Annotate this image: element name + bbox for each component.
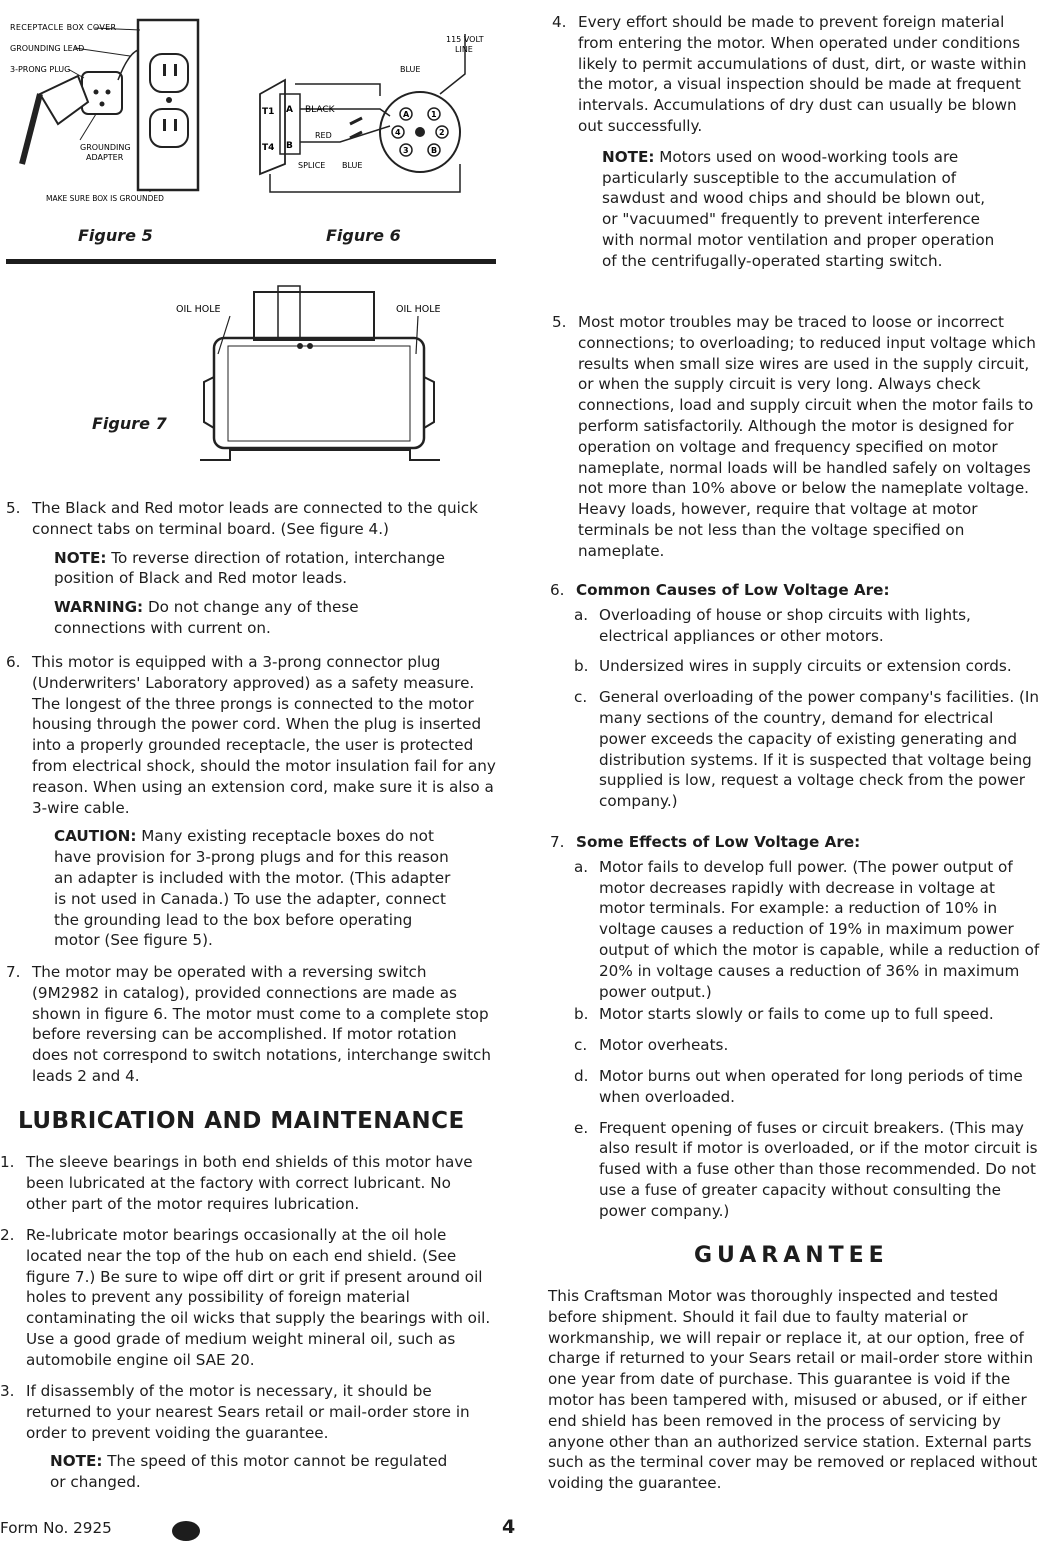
form-number: Form No. 2925	[0, 1519, 112, 1537]
left-item-6	[6, 652, 496, 951]
right-item-6-title	[550, 580, 1044, 601]
fig5-label-receptacle: RECEPTACLE BOX COVER	[10, 23, 117, 32]
sub-letter: e.	[574, 1118, 589, 1137]
fig6-label-volt: 115 VOLT	[446, 35, 484, 44]
figure-6	[240, 14, 510, 214]
item-number: 1.	[0, 1153, 15, 1171]
figure-5-caption: Figure 5	[78, 226, 153, 245]
sub-text: General overloading of the power company's facilities. (In many sections of the country, demand for electrical power exceeds the capacity of existing generating and distribution systems. If it is suspected that voltage being supplied is low, request a voltage check from the power company.)	[599, 688, 1039, 811]
fig6-label-b-right: B	[431, 146, 438, 155]
right-item-7	[550, 832, 1044, 1222]
fig6-label-1: 1	[431, 110, 437, 119]
section-title: Some Effects of Low Voltage Are:	[576, 833, 861, 851]
sub-item	[574, 1118, 1044, 1222]
left-item-5-note	[6, 548, 496, 590]
note-text: The speed of this motor cannot be regulated or changed.	[50, 1452, 448, 1492]
left-item-6-para	[6, 652, 496, 818]
left-item-7	[6, 962, 496, 1087]
fig6-label-3: 3	[403, 146, 409, 155]
sub-text: Overloading of house or shop circuits with lights, electrical appliances or other motors.	[599, 605, 971, 645]
item-number: 3.	[0, 1382, 15, 1400]
fig6-label-4: 4	[395, 128, 401, 137]
caution-text: Many existing receptacle boxes do not have provision for 3-prong plugs and for this reason an adapter is included with the motor. (This adapter is not used in Canada.) To use the adapter, connect the grounding lead to the box before operating motor (See figure 5).	[54, 827, 451, 950]
item-text: If disassembly of the motor is necessary, it should be returned to your nearest Sears retail or mail-order store in order to prevent voiding the guarantee.	[26, 1382, 470, 1442]
item-number: 5.	[552, 313, 567, 331]
item-number: 5.	[6, 499, 21, 517]
fig7-label-oil-hole-right: OIL HOLE	[396, 304, 441, 315]
item-text: The Black and Red motor leads are connected to the quick connect tabs on terminal board. (See figure 4.)	[32, 499, 478, 538]
caution-label: CAUTION:	[54, 827, 137, 846]
lub-item-2	[0, 1225, 496, 1371]
item-number: 4.	[552, 13, 567, 31]
item-text: The motor may be operated with a reversing switch (9M2982 in catalog), provided connections are made as shown in figure 6. The motor must come to a complete stop before reversing can be accomplished. If motor rotation does not correspond to switch notations, interchange switch leads 2 and 4.	[32, 963, 492, 1085]
sub-letter: b.	[574, 657, 589, 676]
lub-item-3-note	[0, 1451, 450, 1493]
item-number: 6.	[550, 581, 565, 599]
fig6-label-2: 2	[439, 128, 445, 137]
item-number: 6.	[6, 653, 21, 671]
warning-label: WARNING:	[54, 598, 144, 617]
fig7-label-oil-hole-left: OIL HOLE	[176, 304, 221, 315]
right-item-5-para	[552, 312, 1044, 562]
fig6-label-b-left: B	[286, 141, 293, 151]
item-text: Every effort should be made to prevent foreign material from entering the motor. When operated under conditions likely to permit accumulations of dust, dirt, or waste within the motor, a visual inspection should be made at frequent intervals. Accumulations of dry dust can usually be blown out successfully.	[578, 13, 1027, 135]
section-title: Common Causes of Low Voltage Are:	[576, 581, 890, 599]
right-item-4-para	[552, 12, 1044, 137]
note-text: To reverse direction of rotation, interchange position of Black and Red motor leads.	[54, 548, 446, 588]
item-text: Re-lubricate motor bearings occasionally at the oil hole located near the top of the hub on each end shield. (See figure 7.) Be sure to wipe off dirt or grit if present around oil holes to prevent any possibility of foreign material contaminating the oil wicks that supply the bearings with oil. Use a good grade of medium weight mineral oil, such as automobile engine oil SAE 20.	[26, 1226, 491, 1369]
right-item-7-subs	[550, 857, 1044, 1222]
sub-text: Undersized wires in supply circuits or extension cords.	[599, 657, 1012, 676]
item-number: 2.	[0, 1226, 15, 1244]
lub-item-3-para	[0, 1381, 496, 1443]
sub-item	[574, 1066, 1044, 1108]
right-item-4	[552, 12, 1044, 272]
note-label: NOTE:	[54, 548, 107, 567]
fig6-label-a-right: A	[403, 110, 410, 119]
fig6-label-blue-bottom: BLUE	[342, 161, 363, 170]
fig6-label-splice: SPLICE	[298, 161, 326, 170]
figure-7-caption: Figure 7	[92, 414, 167, 433]
fig6-label-t1: T1	[262, 107, 275, 117]
sub-letter: c.	[574, 1036, 588, 1055]
sub-text: Frequent opening of fuses or circuit breakers. (This may also result if motor is overloaded, or if the motor circuit is fused with a fuse other than those recommended. Do not use a fuse of greater capacity without consulting the power company.)	[599, 1118, 1038, 1220]
sub-text: Motor fails to develop full power. (The power output of motor decreases rapidly with decrease in voltage at motor terminals. For example: a reduction of 10% in voltage causes a reduction of 19% in maximum power output of which the motor is capable, while a reduction of 20% in voltage causes a reduction of 36% in maximum power output.)	[599, 857, 1040, 1001]
fig5-label-plug: 3-PRONG PLUG	[10, 65, 71, 74]
sub-text: Motor burns out when operated for long periods of time when overloaded.	[599, 1066, 1023, 1106]
item-text: Most motor troubles may be traced to loose or incorrect connections; to overloading; to reduced input voltage which results when small size wires are used in the supply circuit, or when the supply circuit is very long. Always check connections, load and supply circuit when the motor fails to perform satisfactorily. Although the motor is designed for operation on voltage and frequency specified on motor nameplate, normal loads will be handled safely on voltages not more than 10% above or below the nameplate voltage. Heavy loads, however, require that voltage at motor terminals be not less than the voltage specified on nameplate.	[578, 313, 1036, 560]
guarantee-text: This Craftsman Motor was thoroughly inspected and tested before shipment. Should it fail due to faulty material or workmanship, we will repair or replace it, at our option, free of charge if returned to your Sears retail or mail-order store within one year from date of purchase. This guarantee is void if the motor has been tampered with, misused or abused, or if either end shield has been removed in the process of servicing by anyone other than an authorized service station. External parts such as the terminal cover may be removed or replaced without voiding the guarantee.	[548, 1287, 1038, 1493]
figure-7	[170, 282, 470, 472]
note-label: NOTE:	[602, 147, 655, 166]
lub-item-1-para	[0, 1152, 496, 1214]
ink-blot	[172, 1521, 200, 1541]
sub-letter: d.	[574, 1066, 589, 1085]
sub-letter: c.	[574, 688, 588, 707]
figure-6-drawing	[240, 14, 510, 214]
lub-item-2-para	[0, 1225, 496, 1371]
fig5-label-grounding-lead: GROUNDING LEAD	[10, 44, 85, 53]
sub-letter: a.	[574, 605, 589, 624]
left-item-5-para	[6, 498, 496, 540]
divider-rule	[6, 259, 496, 264]
sub-item	[574, 1035, 1044, 1056]
sub-text: Motor starts slowly or fails to come up to full speed.	[599, 1005, 994, 1024]
sub-text: Motor overheats.	[599, 1036, 729, 1055]
fig6-label-a-left: A	[286, 105, 293, 115]
sub-item	[574, 1004, 1044, 1025]
figure-5	[0, 14, 230, 214]
fig6-label-blue-top: BLUE	[400, 65, 421, 74]
right-item-5	[552, 312, 1044, 562]
sub-item	[574, 605, 1044, 647]
item-text: This motor is equipped with a 3-prong connector plug (Underwriters' Laboratory approved) as a safety measure. The longest of the three prongs is connected to the motor housing through the power cord. When the plug is inserted into a properly grounded receptacle, the user is protected from electrical shock, should the motor insulation fail for any reason. When using an extension cord, make sure it is also a 3-wire cable.	[32, 653, 496, 817]
fig6-label-line: LINE	[455, 45, 473, 54]
figure-6-caption: Figure 6	[326, 226, 401, 245]
note-label: NOTE:	[50, 1452, 103, 1471]
lub-item-1	[0, 1152, 496, 1214]
item-number: 7.	[550, 833, 565, 851]
sub-letter: a.	[574, 857, 589, 876]
fig6-label-t4: T4	[262, 143, 275, 153]
lub-item-3	[0, 1381, 496, 1493]
fig5-label-adapter: ADAPTER	[86, 153, 124, 162]
figure-5-drawing	[0, 14, 230, 214]
left-item-6-caution	[6, 826, 454, 951]
fig6-label-red: RED	[315, 131, 332, 140]
figure-7-drawing	[170, 282, 470, 472]
fig6-label-black: BLACK	[305, 105, 335, 115]
item-text: The sleeve bearings in both end shields of this motor have been lubricated at the factory with correct lubricant. No other part of the motor requires lubrication.	[26, 1153, 473, 1213]
right-item-7-title	[550, 832, 1044, 853]
note-text: Motors used on wood-working tools are particularly susceptible to the accumulation of sawdust and wood chips and should be blown out, or "vacuumed" frequently to prevent interference with normal motor ventilation and proper operation of the centrifugally-operated starting switch.	[602, 147, 995, 270]
left-item-5	[6, 498, 496, 639]
lubrication-heading: LUBRICATION AND MAINTENANCE	[18, 1108, 465, 1134]
item-number: 7.	[6, 963, 21, 981]
right-item-6	[550, 580, 1044, 812]
sub-letter: b.	[574, 1005, 589, 1024]
page-number: 4	[502, 1516, 516, 1538]
sub-item	[574, 656, 1044, 677]
warning-text: Do not change any of these connections with current on.	[54, 598, 359, 637]
left-item-7-para	[6, 962, 496, 1087]
left-item-5-warning	[6, 597, 454, 639]
fig5-label-make-sure: MAKE SURE BOX IS GROUNDED	[46, 194, 164, 203]
right-item-6-subs	[550, 605, 1044, 812]
guarantee-heading: GUARANTEE	[694, 1243, 889, 1268]
right-item-4-note	[552, 147, 1002, 272]
fig5-label-grounding: GROUNDING	[80, 143, 131, 152]
sub-item	[574, 857, 1044, 1003]
sub-item	[574, 687, 1044, 812]
